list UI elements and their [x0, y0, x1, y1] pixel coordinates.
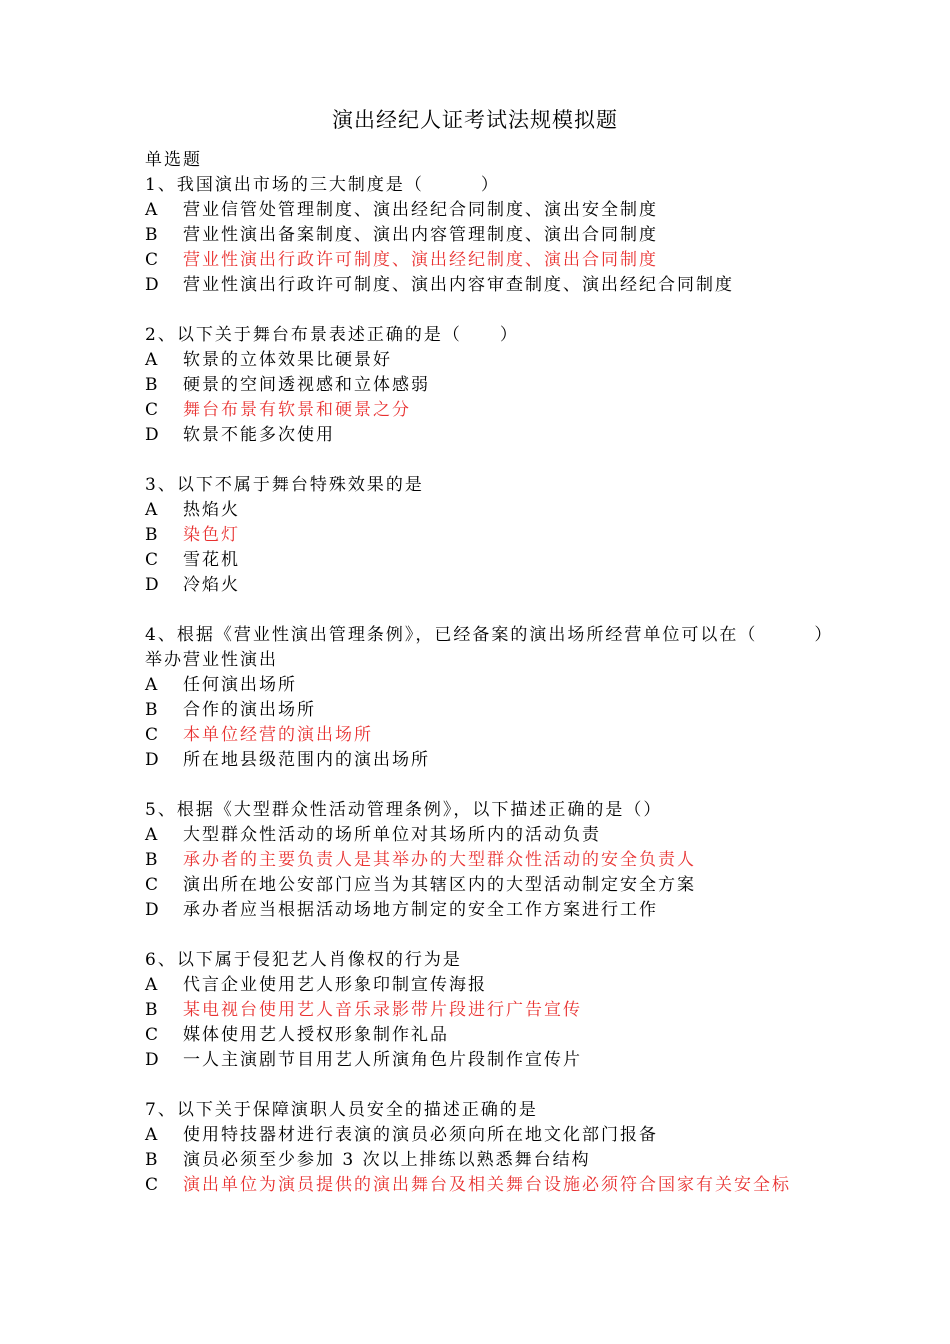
option-text: 演出所在地公安部门应当为其辖区内的大型活动制定安全方案	[183, 875, 696, 895]
option-letter: A	[145, 675, 160, 695]
question-spacer	[145, 1073, 845, 1098]
option-letter: B	[145, 700, 160, 720]
document-title: 演出经纪人证考试法规模拟题	[332, 108, 618, 132]
answer-option	[145, 198, 845, 223]
answer-option-correct	[145, 398, 845, 423]
option-text: 使用特技器材进行表演的演员必须向所在地文化部门报备	[183, 1125, 658, 1145]
option-letter: C	[145, 1025, 161, 1045]
option-text: 软景的立体效果比硬景好	[183, 350, 392, 370]
option-letter: B	[145, 1000, 160, 1020]
question-text: 2、以下关于舞台布景表述正确的是（ ）	[145, 325, 519, 345]
option-text: 代言企业使用艺人形象印制宣传海报	[183, 975, 487, 995]
option-letter: B	[145, 375, 160, 395]
option-letter: A	[145, 200, 160, 220]
option-letter: C	[145, 400, 161, 420]
question-block	[145, 1098, 845, 1198]
question-text: 举办营业性演出	[145, 650, 278, 670]
answer-option	[145, 1048, 845, 1073]
option-text: 任何演出场所	[183, 675, 297, 695]
option-text: 所在地县级范围内的演出场所	[183, 750, 430, 770]
section-heading: 单选题	[145, 150, 202, 170]
question-block	[145, 948, 845, 1098]
question-text: 3、以下不属于舞台特殊效果的是	[145, 475, 424, 495]
option-letter: B	[145, 225, 160, 245]
answer-option-correct	[145, 723, 845, 748]
answer-option	[145, 548, 845, 573]
answer-option	[145, 698, 845, 723]
option-letter: A	[145, 825, 160, 845]
answer-option	[145, 673, 845, 698]
answer-option-correct	[145, 523, 845, 548]
answer-option-correct	[145, 998, 845, 1023]
answer-option-correct	[145, 1173, 845, 1198]
answer-option	[145, 748, 845, 773]
question-spacer	[145, 773, 845, 798]
option-letter: D	[145, 1050, 161, 1070]
option-text: 营业性演出备案制度、演出内容管理制度、演出合同制度	[183, 225, 658, 245]
answer-option	[145, 1123, 845, 1148]
option-letter: A	[145, 500, 160, 520]
option-text: 雪花机	[183, 550, 240, 570]
question-spacer	[145, 923, 845, 948]
option-text: 承办者应当根据活动场地方制定的安全工作方案进行工作	[183, 900, 658, 920]
question-list	[145, 148, 845, 1198]
question-block	[145, 323, 845, 473]
option-text: 舞台布景有软景和硬景之分	[183, 400, 411, 420]
question-spacer	[145, 298, 845, 323]
option-letter: C	[145, 725, 161, 745]
answer-option	[145, 873, 845, 898]
answer-option	[145, 1023, 845, 1048]
answer-option	[145, 273, 845, 298]
answer-option	[145, 823, 845, 848]
option-letter: B	[145, 525, 160, 545]
option-text: 染色灯	[183, 525, 240, 545]
option-text: 本单位经营的演出场所	[183, 725, 373, 745]
question-spacer	[145, 448, 845, 473]
option-letter: A	[145, 975, 160, 995]
question-block	[145, 173, 845, 323]
question-block	[145, 623, 845, 798]
option-text: 某电视台使用艺人音乐录影带片段进行广告宣传	[183, 1000, 582, 1020]
option-letter: D	[145, 425, 161, 445]
option-text: 大型群众性活动的场所单位对其场所内的活动负责	[183, 825, 601, 845]
option-letter: A	[145, 350, 160, 370]
answer-option-correct	[145, 848, 845, 873]
option-letter: D	[145, 750, 161, 770]
option-letter: B	[145, 1150, 160, 1170]
option-text: 营业信管处管理制度、演出经纪合同制度、演出安全制度	[183, 200, 658, 220]
answer-option	[145, 223, 845, 248]
option-letter: C	[145, 550, 161, 570]
option-letter: B	[145, 850, 160, 870]
question-text: 4、根据《营业性演出管理条例》，已经备案的演出场所经营单位可以在（ ）	[145, 625, 834, 645]
option-text: 承办者的主要负责人是其举办的大型群众性活动的安全负责人	[183, 850, 696, 870]
option-text: 演出单位为演员提供的演出舞台及相关舞台设施必须符合国家有关安全标	[183, 1175, 791, 1195]
option-text: 热焰火	[183, 500, 240, 520]
option-letter: C	[145, 250, 161, 270]
option-text: 硬景的空间透视感和立体感弱	[183, 375, 430, 395]
answer-option	[145, 423, 845, 448]
option-letter: C	[145, 1175, 161, 1195]
answer-option	[145, 373, 845, 398]
option-text: 营业性演出行政许可制度、演出内容审查制度、演出经纪合同制度	[183, 275, 734, 295]
question-spacer	[145, 598, 845, 623]
option-letter: C	[145, 875, 161, 895]
answer-option-correct	[145, 248, 845, 273]
option-text: 营业性演出行政许可制度、演出经纪制度、演出合同制度	[183, 250, 658, 270]
option-letter: D	[145, 900, 161, 920]
question-text: 1、我国演出市场的三大制度是（ ）	[145, 175, 500, 195]
answer-option	[145, 973, 845, 998]
option-letter: A	[145, 1125, 160, 1145]
question-block	[145, 473, 845, 623]
option-text: 一人主演剧节目用艺人所演角色片段制作宣传片	[183, 1050, 582, 1070]
option-letter: D	[145, 575, 161, 595]
question-text: 6、以下属于侵犯艺人肖像权的行为是	[145, 950, 462, 970]
option-text: 演员必须至少参加 3 次以上排练以熟悉舞台结构	[183, 1150, 591, 1170]
answer-option	[145, 498, 845, 523]
option-letter: D	[145, 275, 161, 295]
question-text: 5、根据《大型群众性活动管理条例》，以下描述正确的是（）	[145, 800, 663, 820]
answer-option	[145, 1148, 845, 1173]
answer-option	[145, 898, 845, 923]
option-text: 冷焰火	[183, 575, 240, 595]
question-text: 7、以下关于保障演职人员安全的描述正确的是	[145, 1100, 538, 1120]
answer-option	[145, 573, 845, 598]
option-text: 媒体使用艺人授权形象制作礼品	[183, 1025, 449, 1045]
question-block	[145, 798, 845, 948]
answer-option	[145, 348, 845, 373]
option-text: 软景不能多次使用	[183, 425, 335, 445]
option-text: 合作的演出场所	[183, 700, 316, 720]
